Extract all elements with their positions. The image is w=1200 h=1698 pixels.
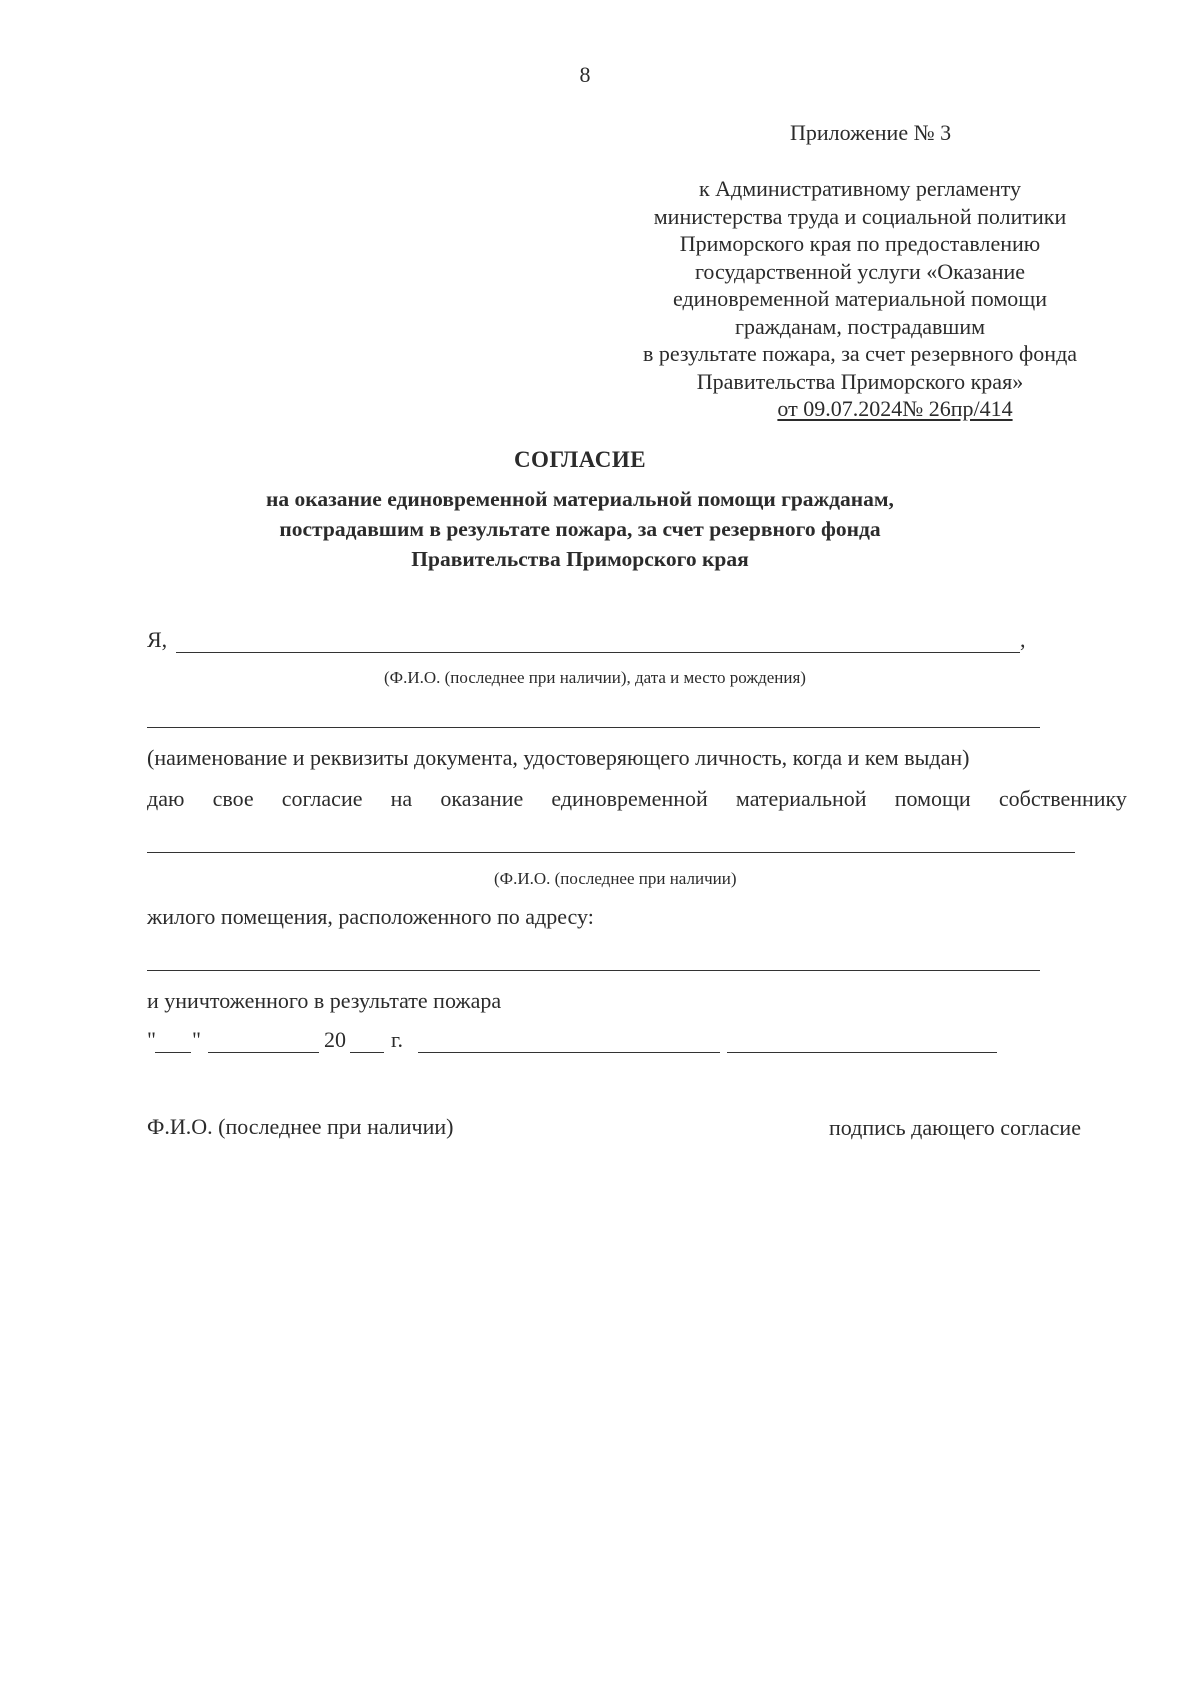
comma: , [1020, 627, 1026, 652]
reference-line: Правительства Приморского края» [696, 368, 1024, 394]
fio-signature-line[interactable] [418, 1052, 720, 1053]
dwelling-address-label: жилого помещения, расположенного по адресу: [147, 904, 594, 929]
document-subtitle [0, 484, 1200, 574]
date-day-line[interactable] [155, 1052, 191, 1053]
consent-word: согласие [281, 786, 363, 811]
consent-statement [147, 786, 1127, 812]
year-suffix: г. [391, 1027, 404, 1052]
subtitle-line: на оказание единовременной материальной помощи гражданам, [266, 487, 894, 511]
date-quote-close: " [192, 1027, 201, 1052]
signature-line[interactable] [727, 1052, 997, 1053]
reference-line: к Административному регламенту [698, 176, 1022, 201]
address-line[interactable] [147, 970, 1040, 971]
document-title: СОГЛАСИЕ [513, 447, 647, 472]
owner-fio-line[interactable] [147, 852, 1075, 853]
subtitle-line: Правительства Приморского края [411, 547, 749, 571]
consent-word: материальной [735, 786, 867, 811]
reference-line: Приморского края по предоставлению [679, 231, 1041, 256]
date-year-line[interactable] [350, 1052, 384, 1053]
consent-word: на [390, 786, 413, 811]
appendix-reference [620, 175, 1100, 423]
consent-word: собственнику [998, 786, 1127, 811]
reference-line: министерства труда и социальной политики [653, 203, 1067, 229]
appendix-number: Приложение № 3 [790, 120, 952, 145]
date-quote-open: " [147, 1027, 156, 1052]
fio-signature-caption: Ф.И.О. (последнее при наличии) [147, 1114, 454, 1139]
identity-document-caption: (наименование и реквизиты документа, удостоверяющего личность, когда и кем выдан) [147, 745, 970, 770]
consent-word: даю [147, 786, 185, 811]
consent-word: свое [212, 786, 254, 811]
consent-word: помощи [894, 786, 971, 811]
fio-birth-caption: (Ф.И.О. (последнее при наличии), дата и место рождения) [384, 668, 806, 687]
reference-line: государственной услуги «Оказание [694, 258, 1026, 284]
owner-fio-caption: (Ф.И.О. (последнее при наличии) [494, 869, 737, 888]
fio-birth-line[interactable] [176, 652, 1020, 653]
reference-line: единовременной материальной помощи [673, 286, 1047, 311]
date-month-line[interactable] [208, 1052, 319, 1053]
regulation-date-ref: от 09.07.2024№ 26пр/414 [777, 396, 1013, 421]
i-label: Я, [147, 627, 168, 652]
page-number: 8 [579, 62, 591, 87]
year-prefix: 20 [324, 1027, 346, 1052]
consent-word: единовременной [551, 786, 708, 811]
destroyed-by-fire-label: и уничтоженного в результате пожара [147, 988, 502, 1013]
consent-word: оказание [440, 786, 524, 811]
signature-caption: подпись дающего согласие [829, 1115, 1081, 1140]
identity-document-line[interactable] [147, 727, 1040, 728]
subtitle-line: пострадавшим в результате пожара, за счет резервного фонда [279, 517, 881, 541]
reference-line: в результате пожара, за счет резервного фонда [642, 341, 1078, 366]
reference-line: гражданам, пострадавшим [734, 313, 986, 339]
